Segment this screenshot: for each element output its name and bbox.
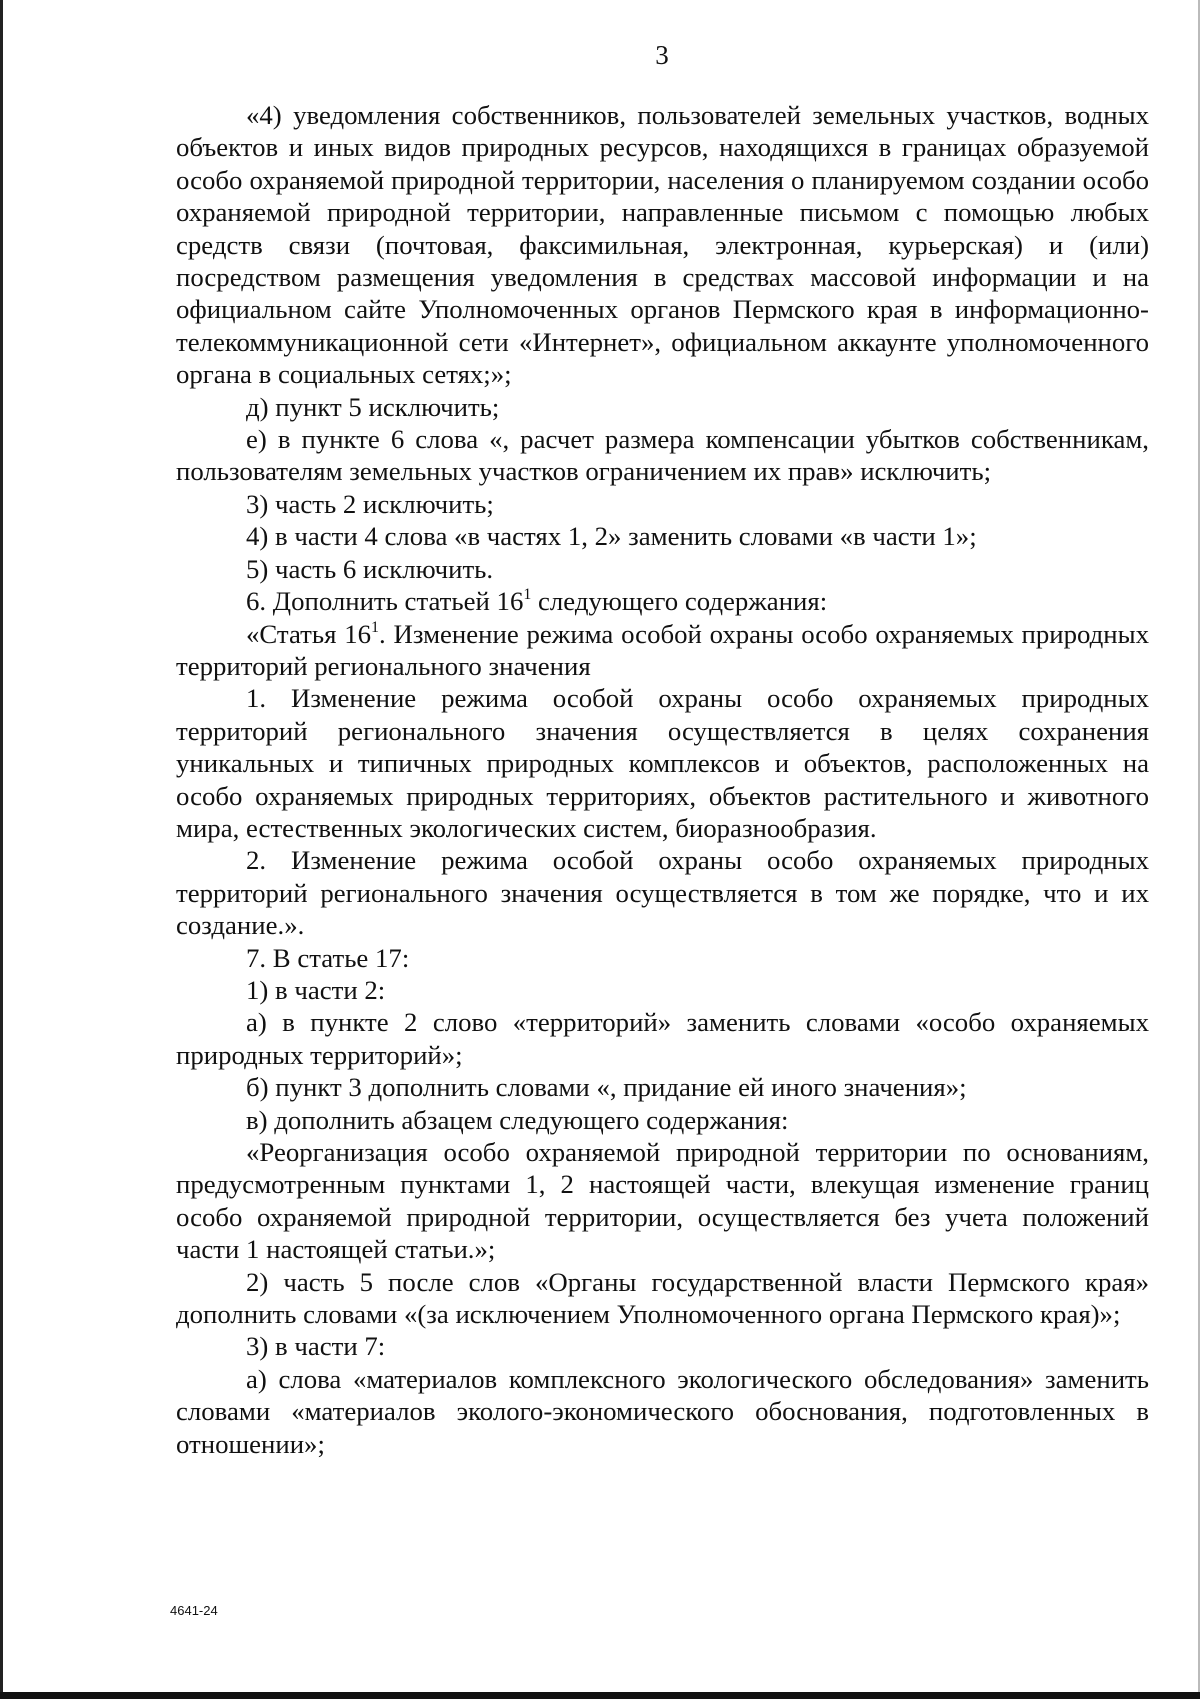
document-code: 4641-24 [170, 1603, 218, 1618]
add-article-superscript: 1 [523, 586, 532, 604]
paragraph-17-item-b: б) пункт 3 дополнить словами «, придание ей иного значения»; [246, 1072, 967, 1103]
article-title-text-end: . Изменение режима особой охраны особо охраняемых природных территорий регионального значения [176, 618, 1149, 681]
paragraph-article-17: 7. В статье 17: [246, 942, 410, 973]
paragraph-part-4: 4) в части 4 слова «в частях 1, 2» заменить словами «в части 1»; [246, 521, 977, 552]
article-title-text: «Статья 16 [246, 618, 372, 649]
page-edge-bottom [0, 1692, 1200, 1699]
paragraph-article-part-1: 1. Изменение режима особой охраны особо охраняемых природных территорий регионального значения осуществляется в целях сохранения уникальных и типичных природных комплексов и объектов, расположенных на особо охраняемых природных территориях, объектов растительного и животного мира, естественных экологических систем, биоразнообразия. [176, 683, 1149, 843]
paragraph-17-part-7: 3) в части 7: [246, 1331, 386, 1362]
paragraph-notification: «4) уведомления собственников, пользователей земельных участков, водных объектов и иных видов природных ресурсов, находящихся в границах образуемой особо охраняемой природной территории, населения о планируемом создании особо охраняемой природной территории, направленные письмом с помощью любых средств связи (почтовая, факсимильная, электронная, курьерская) и (или) посредством размещения уведомления в средствах массовой информации и на официальном сайте Уполномоченных органов Пермского края в информационно-телекоммуникационной сети «Интернет», официальном аккаунте уполномоченного органа в социальных сетях;»; [176, 100, 1149, 390]
article-title-superscript: 1 [371, 618, 380, 636]
paragraph-17-part-7-item-a: а) слова «материалов комплексного экологического обследования» заменить словами «материалов эколого-экономического обоснования, подготовленных в отношении»; [176, 1363, 1149, 1459]
paragraph-part-2: 3) часть 2 исключить; [246, 488, 494, 519]
paragraph-reorganization: «Реорганизация особо охраняемой природной территории по основаниям, предусмотренным пунктами 1, 2 настоящей части, влекущая изменение границ особо охраняемой природной территории, осуществляется без учета положений части 1 настоящей статьи.»; [176, 1137, 1149, 1265]
page-number: 3 [655, 40, 669, 70]
add-article-text-end: следующего содержания: [531, 586, 828, 617]
paragraph-add-article [176, 585, 1149, 617]
page-edge-left [0, 0, 3, 1699]
paragraph-part-6: 5) часть 6 исключить. [246, 553, 494, 584]
article-title [176, 618, 1149, 683]
paragraph-17-part-5: 2) часть 5 после слов «Органы государственной власти Пермского края» дополнить словами «(за исключением Уполномоченного органа Пермского края)»; [176, 1266, 1149, 1330]
add-article-text: 6. Дополнить статьей 16 [246, 586, 524, 617]
paragraph-17-part-2: 1) в части 2: [246, 974, 386, 1005]
paragraph-17-item-a: а) в пункте 2 слово «территорий» заменить словами «особо охраняемых природных территорий»; [176, 1007, 1149, 1070]
paragraph-item-e: е) в пункте 6 слова «, расчет размера компенсации убытков собственникам, пользователям земельных участков ограничением их прав» исключить; [176, 424, 1149, 487]
document-body [176, 99, 1149, 1460]
paragraph-article-part-2: 2. Изменение режима особой охраны особо охраняемых природных территорий регионального значения осуществляется в том же порядке, что и их создание.». [176, 845, 1149, 941]
paragraph-item-d: д) пункт 5 исключить; [246, 391, 500, 422]
paragraph-17-item-v: в) дополнить абзацем следующего содержания: [246, 1104, 789, 1135]
